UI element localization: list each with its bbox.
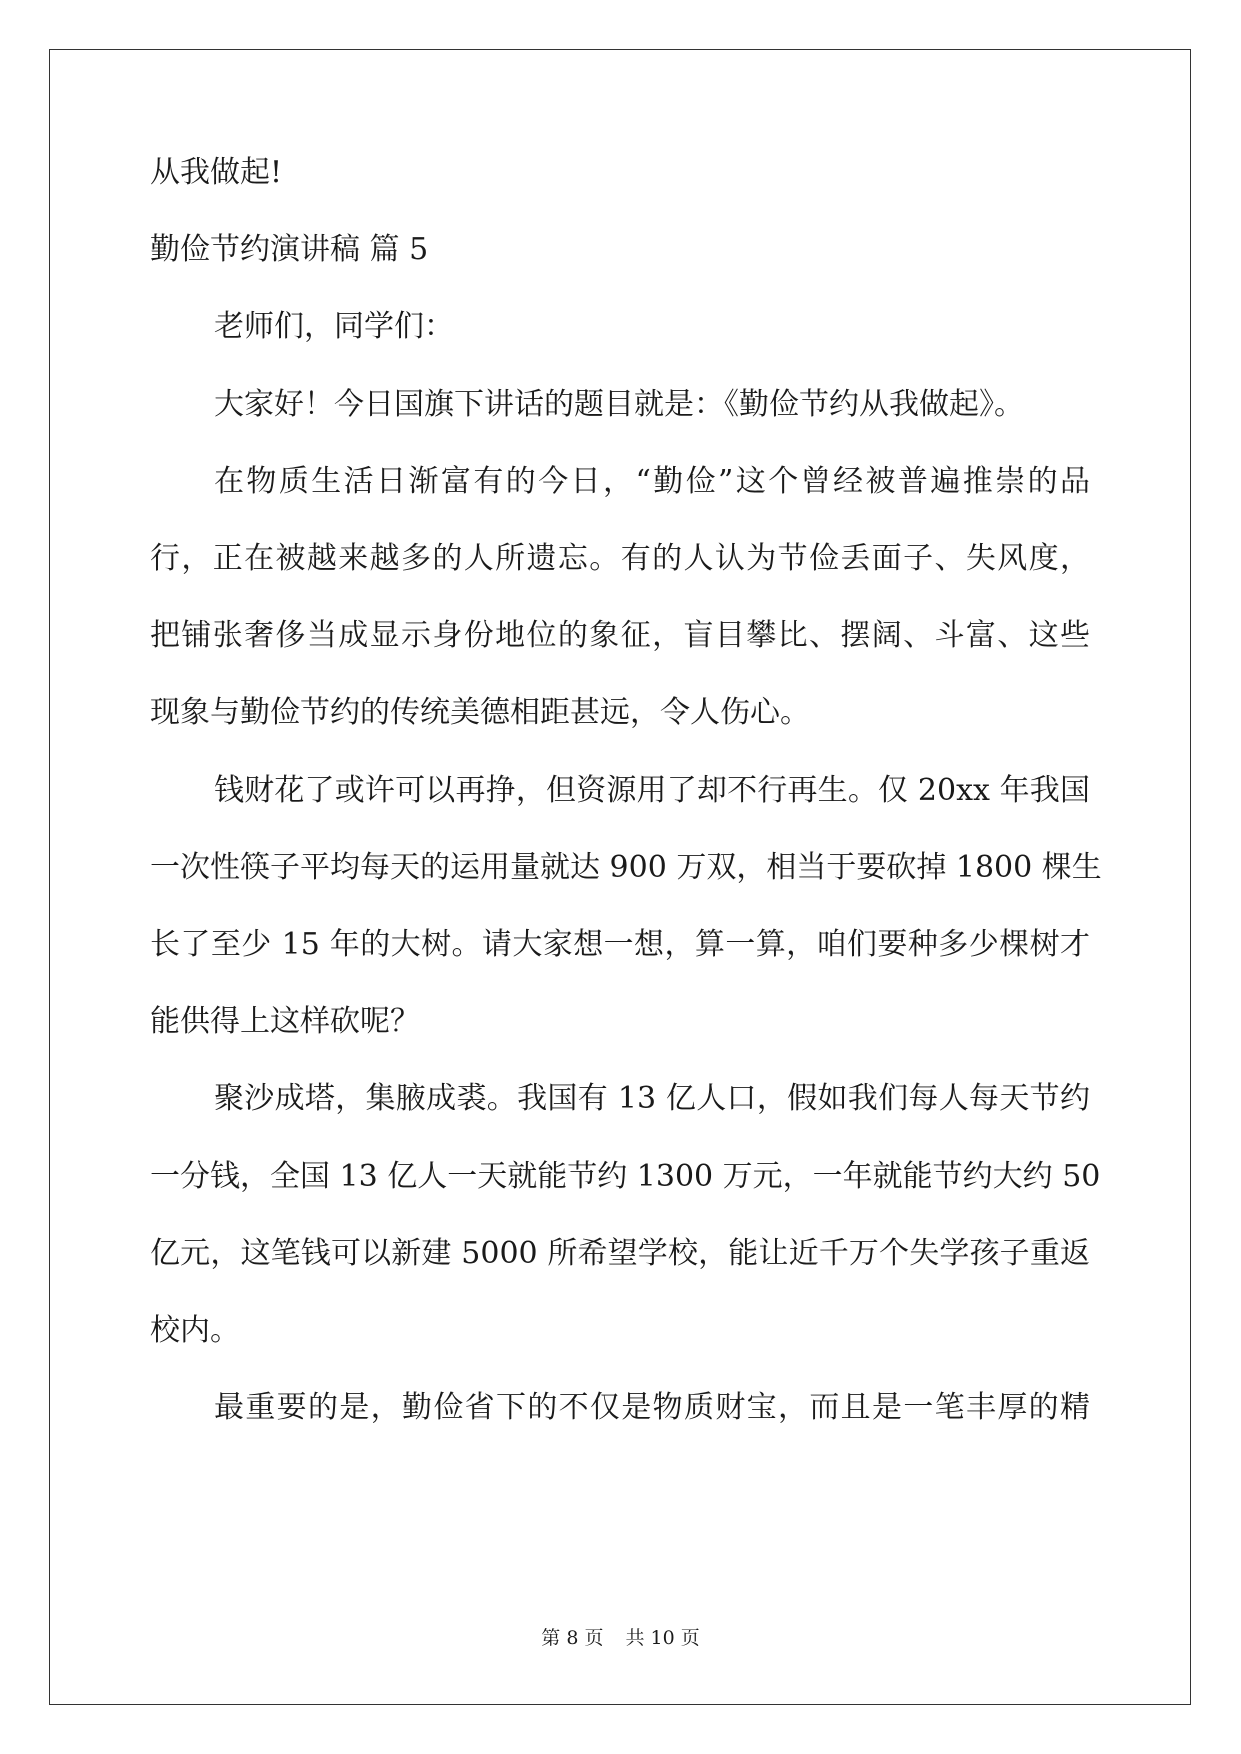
paragraph-line: 能供得上这样砍呢？ <box>150 1004 420 1039</box>
paragraph-line: 亿元，这笔钱可以新建 5000 所希望学校，能让近千万个失学孩子重返 <box>150 1236 1090 1271</box>
paragraph-line: 聚沙成塔，集腋成裘。我国有 13 亿人口，假如我们每人每天节约 <box>214 1081 1090 1116</box>
paragraph-line: 长了至少 15 年的大树。请大家想一想，算一算，咱们要种多少棵树才 <box>150 927 1090 962</box>
paragraph-line: 最重要的是，勤俭省下的不仅是物质财宝，而且是一笔丰厚的精 <box>214 1390 1090 1425</box>
paragraph-line: 行，正在被越来越多的人所遗忘。有的人认为节俭丢面子、失风度， <box>150 541 1090 576</box>
paragraph-line: 现象与勤俭节约的传统美德相距甚远，令人伤心。 <box>150 695 810 730</box>
paragraph-line: 校内。 <box>150 1313 240 1348</box>
paragraph-line: 把铺张奢侈当成显示身份地位的象征，盲目攀比、摆阔、斗富、这些 <box>150 618 1090 653</box>
paragraph-line: 钱财花了或许可以再挣，但资源用了却不行再生。仅 20xx 年我国 <box>214 773 1090 808</box>
text-line: 从我做起! <box>150 155 283 190</box>
page-number: 第 8 页 <box>541 1627 604 1649</box>
salutation: 老师们，同学们： <box>214 309 454 344</box>
page-total: 共 10 页 <box>625 1627 700 1649</box>
page-footer <box>0 1627 1241 1649</box>
section-heading: 勤俭节约演讲稿 篇 5 <box>150 232 429 267</box>
paragraph-line: 一分钱，全国 13 亿人一天就能节约 1300 万元，一年就能节约大约 50 <box>150 1159 1101 1194</box>
paragraph-line: 一次性筷子平均每天的运用量就达 900 万双，相当于要砍掉 1800 棵生 <box>150 850 1102 885</box>
paragraph-line: 大家好！今日国旗下讲话的题目就是：《勤俭节约从我做起》。 <box>214 387 1024 422</box>
paragraph-line: 在物质生活日渐富有的今日，“勤俭”这个曾经被普遍推崇的品 <box>214 464 1090 499</box>
